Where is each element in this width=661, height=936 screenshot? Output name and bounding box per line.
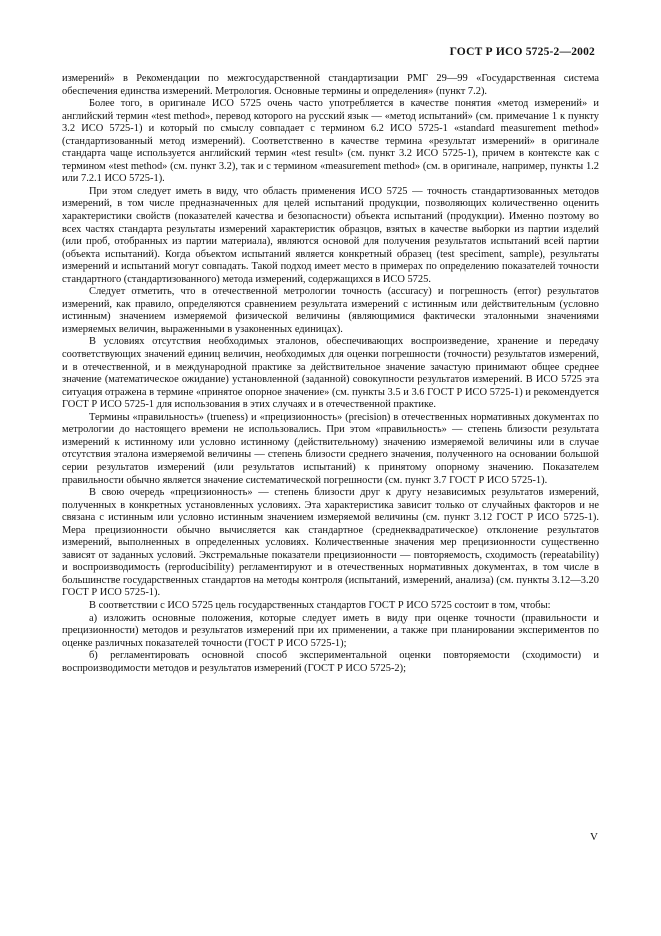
- list-item: б) регламентировать основной способ экспериментальной оценки повторяемости (сходимости) и воспроизводимости методов и результатов измерений (ГОСТ Р ИСО 5725-2);: [62, 650, 599, 674]
- paragraph: В условиях отсутствия необходимых эталонов, обеспечивающих воспроизведение, хранение и передачу соответствующих значений единиц величин, необходимых для оценки погрешности (точности) результатов измерений, и в отечественной, и в международной практике за действительное значение зачастую принимают общее среднее значение (математическое ожидание) установленной (заданной) совокупности результатов измерений. В ИСО 5725 эта ситуация отражена в термине «принятое опорное значение» (см. пункты 3.5 и 3.6 ГОСТ Р ИСО 5725-1) и рекомендуется ГОСТ Р ИСО 5725-1 для использования в этих случаях и в отечественной практике.: [62, 336, 599, 411]
- paragraph: В свою очередь «прецизионность» — степень близости друг к другу независимых результатов измерений, полученных в конкретных установленных условиях. Эта характеристика зависит только от случайных факторов и не связана с истинным или условно истинным значением измеряемой величины (см. пункт 3.12 ГОСТ Р ИСО 5725-1). Мера прецизионности обычно вычисляется как стандартное (среднеквадратическое) отклонение результатов измерений, выполненных в определенных условиях. Количественные значения мер прецизионности существенно зависят от заданных условий. Экстремальные показатели прецизионности — повторяемость, сходимость (repeatability) и воспроизводимость (reproducibility) регламентируют и в отечественных нормативных документах, в том числе в большинстве государственных стандартов на методы контроля (испытаний, измерений, анализа) (см. пункты 3.12—3.20 ГОСТ Р ИСО 5725-1).: [62, 487, 599, 599]
- document-body: [62, 73, 599, 675]
- page-number: V: [590, 831, 598, 843]
- paragraph-continuation: измерений» в Рекомендации по межгосударственной стандартизации РМГ 29—99 «Государственная система обеспечения единства измерений. Метрология. Основные термины и определения» (пункт 7.2).: [62, 73, 599, 97]
- document-header: ГОСТ Р ИСО 5725-2—2002: [449, 46, 595, 58]
- paragraph: При этом следует иметь в виду, что область применения ИСО 5725 — точность стандартизованных методов измерений, в том числе предназначенных для целей испытаний продукции, позволяющих количественно оценить характеристики свойств (показателей качества и безопасности) объекта испытаний (продукции). Именно поэтому во всех частях стандарта результаты измерений характеристик образцов, взятых в качестве выборки из партии изделий (или проб, отобранных из партии материала), являются основой для получения результатов испытаний всей партии (объекта испытаний). Когда объектом испытаний является конкретный образец (test speciment, sample), результаты измерений и испытаний могут совпадать. Такой подход имеет место в примерах по определению показателей точности стандартного (стандартизованного) метода измерений, содержащихся в ИСО 5725.: [62, 185, 599, 285]
- paragraph: В соответствии с ИСО 5725 цель государственных стандартов ГОСТ Р ИСО 5725 состоит в том, чтобы:: [89, 599, 551, 611]
- list-item: а) изложить основные положения, которые следует иметь в виду при оценке точности (правильности и прецизионности) методов и результатов измерений при их применении, а также при планировании экспериментов по оценке различных показателей точности (ГОСТ Р ИСО 5725-1);: [62, 612, 599, 649]
- paragraph: Следует отметить, что в отечественной метрологии точность (accuracy) и погрешность (error) результатов измерений, как правило, определяются сравнением результата измерений с истинным или действительным (условно истинным) значением измеряемой физической величины (являющимися фактически эталонными значениями измеряемых величин, выраженными в узаконенных единицах).: [62, 286, 599, 335]
- paragraph: Более того, в оригинале ИСО 5725 очень часто употребляется в качестве понятия «метод измерений» и английский термин «test method», перевод которого на русский язык — «метод испытаний» (см. примечание 1 к пункту 3.2 ИСО 5725-1) и который по смыслу совпадает с термином 6.2 ИСО 5725-1 «standard measurement method» (стандартизованный метод измерений). Соответственно в качестве термина «результат измерений» в оригинале стандарта чаще используется английский термин «test result» (см. пункт 3.2 ИСО 5725-1), причем в контексте как с термином «test method» (см. пункт 3.2), так и с термином «measurement method» (см. в оригинале, например, пункты 1.2 или 7.2.1 ИСО 5725-1).: [62, 98, 599, 185]
- paragraph: Термины «правильность» (trueness) и «прецизионность» (precision) в отечественных нормативных документах по метрологии до настоящего времени не использовались. При этом «правильность» — степень близости результата измерений к истинному или условно истинному (действительному) значению измеряемой величины или в случае отсутствия эталона измеряемой величины — степень близости среднего значения, полученного на основании большой серии результатов измерений (или результатов испытаний) к принятому опорному значению. Показателем правильности обычно является значение систематической погрешности (см. пункт 3.7 ГОСТ Р ИСО 5725-1).: [62, 411, 599, 486]
